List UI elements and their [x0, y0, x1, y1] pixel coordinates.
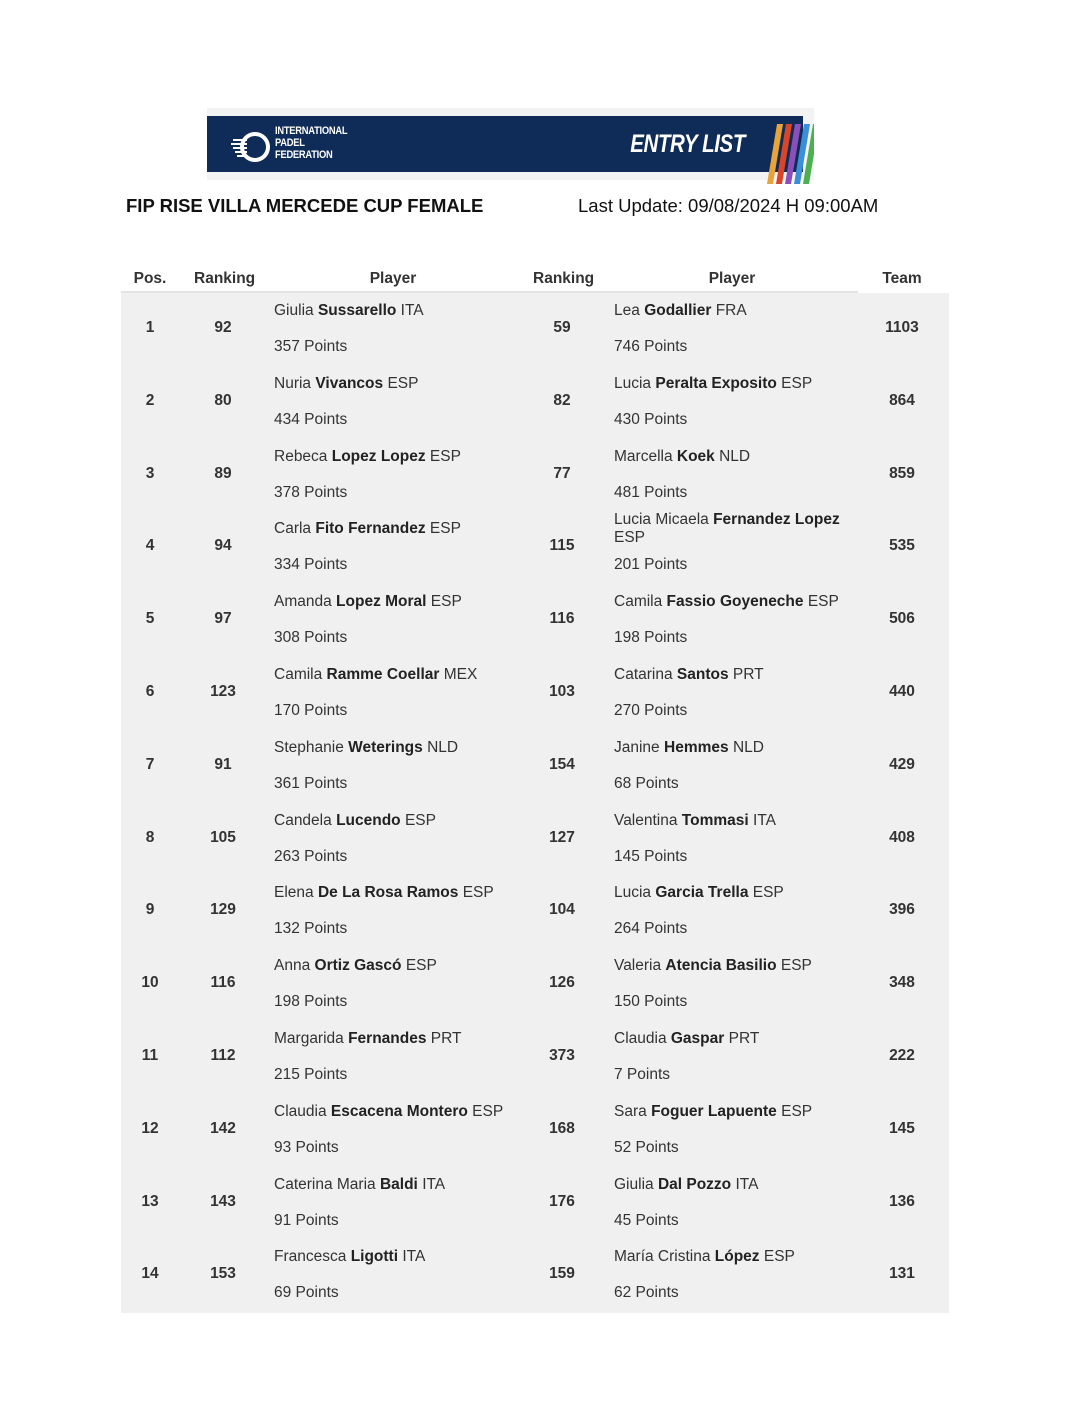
player1-ranking: 80: [214, 391, 232, 409]
player2-last-name: Gaspar: [670, 1030, 725, 1047]
player1-first-name: Claudia: [274, 1102, 327, 1120]
player1-name: [274, 375, 514, 393]
player2-first-name: Valeria: [614, 957, 662, 975]
player1-ranking: 92: [214, 319, 232, 336]
player2-points: 481 Points: [614, 483, 688, 501]
player2-ranking: 176: [549, 1192, 575, 1210]
player1-ranking: 153: [210, 1265, 236, 1283]
player1-first-name: Giulia: [274, 302, 314, 319]
player2-last-name: Dal Pozzo: [657, 1175, 732, 1193]
player1-ranking: 89: [214, 464, 232, 482]
player2-points: 746 Points: [614, 338, 688, 355]
player2-nationality: NLD: [719, 447, 751, 465]
player2-name: [614, 375, 854, 393]
player2-first-name: Valentina: [614, 811, 678, 829]
player2-name: [614, 448, 854, 466]
player2-nationality: PRT: [732, 666, 764, 683]
position-cell: 2: [145, 391, 155, 409]
player1-nationality: ESP: [472, 1102, 504, 1120]
player2-last-name: Koek: [676, 447, 715, 465]
player1-points: 263 Points: [274, 847, 348, 865]
position-cell: 3: [145, 464, 155, 482]
table-row: [121, 584, 949, 657]
player2-nationality: ESP: [780, 957, 812, 975]
player2-name: [614, 1176, 854, 1194]
player1-ranking: 123: [210, 683, 236, 700]
col-header-ranking-1: Ranking: [194, 270, 256, 287]
player2-first-name: Catarina: [614, 666, 673, 683]
player1-ranking: 143: [210, 1192, 236, 1210]
player2-ranking: 59: [553, 319, 571, 336]
team-points: 1103: [885, 319, 919, 336]
player2-ranking: 82: [553, 391, 571, 409]
player1-nationality: ESP: [387, 374, 419, 392]
team-points: 396: [889, 901, 915, 919]
team-points: 145: [889, 1119, 915, 1137]
player1-nationality: NLD: [427, 738, 459, 756]
last-update: Last Update: 09/08/2024 H 09:00AM: [578, 195, 879, 216]
team-points: 136: [889, 1192, 915, 1210]
player1-first-name: Candela: [274, 811, 332, 829]
player1-first-name: Caterina Maria: [274, 1175, 376, 1193]
team-points: 408: [889, 828, 915, 846]
player1-points: 198 Points: [274, 993, 348, 1011]
player2-name: [614, 957, 854, 975]
player2-last-name: Atencia Basilio: [665, 957, 777, 975]
player2-points: 7 Points: [614, 1066, 671, 1083]
player2-nationality: ESP: [763, 1248, 795, 1266]
player2-first-name: Marcella: [614, 447, 673, 465]
team-points: 864: [889, 391, 915, 409]
player2-last-name: Hemmes: [664, 738, 729, 756]
player1-name: [274, 1248, 514, 1266]
position-cell: 11: [141, 1047, 159, 1064]
player2-name: [614, 302, 854, 320]
player1-last-name: Weterings: [348, 738, 423, 756]
player2-name: [614, 739, 854, 757]
position-cell: 4: [145, 537, 155, 555]
player2-points: 68 Points: [614, 774, 679, 792]
player1-ranking: 97: [214, 610, 232, 628]
player2-first-name: Lucia: [614, 374, 652, 392]
player1-nationality: ITA: [400, 302, 424, 319]
player2-last-name: Peralta Exposito: [655, 374, 777, 392]
banner-bar: [207, 116, 803, 172]
col-header-team: Team: [882, 270, 922, 287]
player1-ranking: 112: [210, 1047, 236, 1064]
player1-last-name: Fito Fernandez: [315, 520, 426, 538]
player1-last-name: Sussarello: [317, 302, 397, 319]
table-row: [121, 1094, 949, 1167]
position-cell: 5: [145, 610, 155, 628]
player1-ranking: 94: [214, 537, 232, 555]
player2-points: 201 Points: [614, 556, 688, 574]
player1-points: 132 Points: [274, 920, 348, 938]
position-cell: 6: [145, 683, 155, 700]
tournament-title: FIP RISE VILLA MERCEDE CUP FEMALE: [126, 195, 484, 216]
col-header-player-2: Player: [708, 270, 756, 287]
team-points: 506: [889, 610, 915, 628]
player2-name: [614, 666, 854, 684]
player1-first-name: Stephanie: [274, 738, 344, 756]
player1-name: [274, 593, 514, 611]
player1-ranking: 105: [210, 828, 236, 846]
player2-ranking: 77: [553, 464, 571, 482]
player1-points: 361 Points: [274, 774, 348, 792]
player1-last-name: Escacena Montero: [330, 1102, 468, 1120]
col-header-player-1: Player: [369, 270, 417, 287]
fip-logo-icon: [231, 130, 271, 164]
player1-name: [274, 884, 514, 902]
player1-ranking: 129: [210, 901, 236, 919]
player1-name: [274, 302, 514, 320]
player1-last-name: Lucendo: [336, 811, 401, 829]
player1-first-name: Nuria: [274, 374, 312, 392]
team-points: 440: [889, 683, 915, 700]
player2-last-name: Santos: [676, 666, 729, 683]
player1-name: [274, 957, 514, 975]
player2-last-name: Fassio Goyeneche: [666, 593, 804, 611]
player1-first-name: Carla: [274, 520, 312, 538]
player1-points: 357 Points: [274, 338, 348, 355]
table-row: [121, 657, 949, 730]
player1-last-name: Ligotti: [350, 1248, 399, 1266]
team-points: 535: [889, 537, 915, 555]
player2-last-name: Foguer Lapuente: [651, 1102, 777, 1120]
position-cell: 14: [141, 1265, 159, 1283]
position-cell: 7: [145, 755, 155, 773]
player1-nationality: ITA: [402, 1248, 426, 1266]
col-header-ranking-2: Ranking: [533, 270, 595, 287]
table-row: [121, 875, 949, 948]
fip-logo-text: INTERNATIONAL PADEL FEDERATION: [275, 125, 348, 161]
player2-ranking: 103: [549, 683, 575, 700]
player1-first-name: Francesca: [274, 1248, 347, 1266]
player1-name: [274, 448, 514, 466]
table-row: [121, 948, 949, 1021]
player1-points: 170 Points: [274, 702, 348, 719]
player2-ranking: 104: [549, 901, 575, 919]
player1-first-name: Camila: [274, 666, 323, 683]
player1-last-name: Ramme Coellar: [326, 666, 440, 683]
player2-first-name: Giulia: [614, 1175, 654, 1193]
player2-last-name: Tommasi: [681, 811, 749, 829]
player2-name: [614, 884, 854, 902]
player2-nationality: ITA: [753, 811, 776, 829]
player1-first-name: Margarida: [274, 1030, 344, 1047]
table-row: [121, 1021, 949, 1094]
player2-name: [614, 1030, 854, 1048]
player1-points: 91 Points: [274, 1211, 339, 1229]
player2-first-name: Lucia Micaela: [614, 511, 709, 529]
player2-points: 198 Points: [614, 629, 688, 647]
table-row: [121, 293, 949, 366]
player2-name: [614, 593, 854, 611]
player2-last-name: López: [714, 1248, 760, 1266]
player1-points: 69 Points: [274, 1284, 339, 1302]
player2-ranking: 154: [549, 755, 575, 773]
player1-nationality: ESP: [404, 811, 436, 829]
player1-last-name: De La Rosa Ramos: [317, 884, 459, 902]
player1-points: 308 Points: [274, 629, 348, 647]
player2-last-name: Godallier: [644, 302, 712, 319]
position-cell: 8: [145, 828, 155, 846]
player2-name: [614, 812, 854, 830]
player2-first-name: Sara: [614, 1102, 647, 1120]
player1-ranking: 116: [210, 974, 236, 992]
table-row: [121, 439, 949, 512]
player2-nationality: NLD: [732, 738, 764, 756]
position-cell: 13: [141, 1192, 159, 1210]
entry-table: [121, 293, 949, 1313]
team-points: 348: [889, 974, 915, 992]
player1-name: [274, 666, 514, 684]
player2-nationality: PRT: [728, 1030, 760, 1047]
player1-name: [274, 812, 514, 830]
player1-name: [274, 739, 514, 757]
player2-last-name: Fernandez Lopez: [713, 511, 840, 529]
team-points: 859: [889, 464, 915, 482]
player2-nationality: FRA: [715, 302, 747, 319]
player2-name: [614, 1103, 854, 1121]
player1-ranking: 91: [214, 755, 232, 773]
player2-nationality: ESP: [614, 529, 646, 547]
player1-last-name: Lopez Moral: [336, 593, 427, 611]
team-points: 131: [889, 1265, 915, 1283]
player1-nationality: ESP: [462, 884, 494, 902]
player1-last-name: Lopez Lopez: [331, 447, 426, 465]
player1-nationality: ITA: [422, 1175, 446, 1193]
player2-first-name: Lucia: [614, 884, 652, 902]
player2-ranking: 168: [549, 1119, 575, 1137]
player2-first-name: María Cristina: [614, 1248, 711, 1266]
player2-nationality: ESP: [807, 593, 839, 611]
player1-last-name: Ortiz Gascó: [314, 957, 402, 975]
player1-first-name: Anna: [274, 957, 311, 975]
table-row: [121, 511, 949, 584]
player1-points: 434 Points: [274, 410, 348, 428]
table-row: [121, 803, 949, 876]
player1-nationality: ESP: [429, 520, 461, 538]
player2-first-name: Camila: [614, 593, 663, 611]
player2-points: 264 Points: [614, 920, 688, 938]
player1-last-name: Fernandes: [348, 1030, 427, 1047]
player1-first-name: Elena: [274, 884, 314, 902]
table-row: [121, 1167, 949, 1240]
player2-points: 62 Points: [614, 1284, 679, 1302]
player2-points: 150 Points: [614, 993, 688, 1011]
player1-nationality: ESP: [429, 447, 461, 465]
player2-ranking: 373: [549, 1047, 575, 1064]
position-cell: 10: [141, 974, 159, 992]
player1-name: [274, 1103, 514, 1121]
player2-name: [614, 1248, 854, 1266]
player1-ranking: 142: [210, 1119, 236, 1137]
team-points: 429: [889, 755, 915, 773]
col-header-pos: Pos.: [133, 270, 167, 287]
player2-first-name: Janine: [614, 738, 660, 756]
player1-points: 378 Points: [274, 483, 348, 501]
player2-name: [614, 511, 854, 547]
position-cell: 9: [145, 901, 155, 919]
color-stripes-icon: [765, 124, 814, 184]
header-banner: [207, 108, 814, 180]
player2-nationality: ESP: [781, 374, 813, 392]
position-cell: 12: [141, 1119, 159, 1137]
player1-points: 93 Points: [274, 1138, 339, 1156]
player1-points: 215 Points: [274, 1066, 348, 1083]
player1-nationality: ESP: [430, 593, 462, 611]
player2-ranking: 127: [549, 828, 575, 846]
player1-name: [274, 1176, 514, 1194]
player1-last-name: Baldi: [379, 1175, 418, 1193]
player1-nationality: ESP: [405, 957, 437, 975]
player2-points: 45 Points: [614, 1211, 679, 1229]
player2-nationality: ESP: [752, 884, 784, 902]
player2-ranking: 115: [549, 537, 575, 555]
player1-name: [274, 1030, 514, 1048]
player2-points: 270 Points: [614, 702, 688, 719]
player1-points: 334 Points: [274, 556, 348, 574]
team-points: 222: [889, 1047, 915, 1064]
player2-first-name: Claudia: [614, 1030, 667, 1047]
player2-nationality: ITA: [735, 1175, 759, 1193]
player2-points: 145 Points: [614, 847, 688, 865]
table-row: [121, 1239, 949, 1312]
player1-last-name: Vivancos: [315, 374, 384, 392]
player2-points: 430 Points: [614, 410, 688, 428]
player1-nationality: PRT: [430, 1030, 462, 1047]
player1-first-name: Amanda: [274, 593, 332, 611]
player2-points: 52 Points: [614, 1138, 679, 1156]
player1-first-name: Rebeca: [274, 447, 328, 465]
player1-name: [274, 520, 514, 538]
player2-last-name: Garcia Trella: [655, 884, 749, 902]
player2-first-name: Lea: [614, 302, 640, 319]
table-row: [121, 730, 949, 803]
player1-nationality: MEX: [443, 666, 478, 683]
player2-ranking: 116: [549, 610, 575, 628]
player2-ranking: 159: [549, 1265, 575, 1283]
player2-ranking: 126: [549, 974, 575, 992]
player2-nationality: ESP: [781, 1102, 813, 1120]
entry-list-label: ENTRY LIST: [630, 130, 745, 158]
table-row: [121, 366, 949, 439]
position-cell: 1: [145, 319, 155, 336]
